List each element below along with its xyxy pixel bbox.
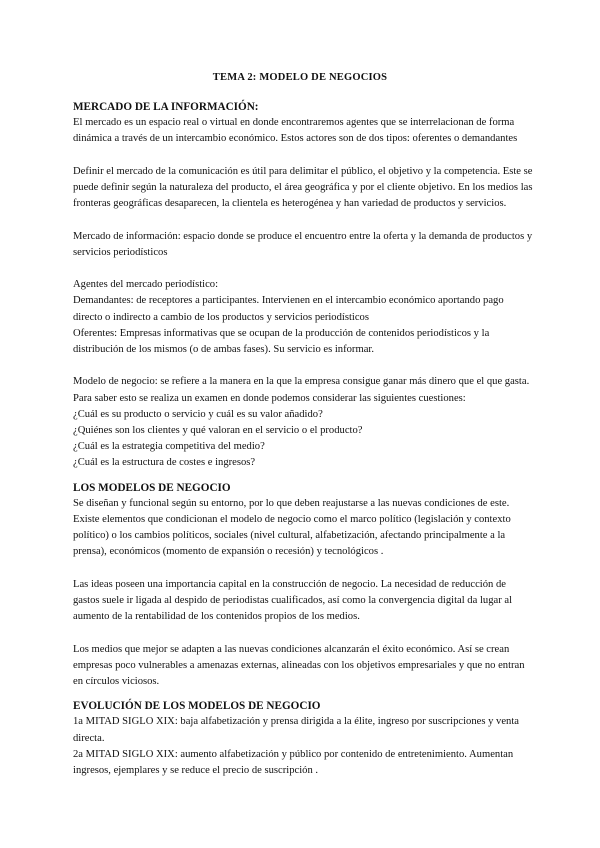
question-item: ¿Cuál es su producto o servicio y cuál es su valor añadido? — [73, 408, 323, 420]
paragraph-mercado-comunicacion: Definir el mercado de la comunicación es útil para delimitar el público, el objetivo y la competencia. Este se puede definir según la naturaleza del producto, el área geográfica y por el cliente objetivo. En los medios las fronteras geográficas desaparecen, la clientela es heterogénea y han variedad de productos y servicios. — [73, 165, 533, 210]
section-heading-mercado: MERCADO DE LA INFORMACIÓN: — [73, 101, 259, 113]
question-item: ¿Cuál es la estrategia competitiva del medio? — [73, 441, 265, 453]
section-heading-evolucion: EVOLUCIÓN DE LOS MODELOS DE NEGOCIO — [73, 700, 321, 713]
spacer — [73, 261, 533, 277]
paragraph-modelo-negocio: Modelo de negocio: se refiere a la manera en la que la empresa consigue ganar más dinero que el que gasta. — [73, 376, 530, 388]
spacer — [73, 148, 533, 164]
spacer — [73, 561, 533, 577]
paragraph-mercado-informacion: Mercado de información: espacio donde se produce el encuentro entre la oferta y la demanda de productos y servicios periodísticos — [73, 230, 533, 258]
question-item: ¿Cuál es la estructura de costes e ingresos? — [73, 457, 256, 469]
paragraph-modelos-entorno: Se diseñan y funcional según su entorno, por lo que deben reajustarse a las nuevas condiciones de este. Existe elementos que condicionan el modelo de negocio como el marco político (legislación y contexto político) o los cambios políticos, sociales (nivel cultural, alfabetización, afectando principalmente a la prensa), económicos (momento de expansión o recesión) y tecnológicos . — [73, 497, 511, 558]
spacer — [73, 472, 533, 480]
paragraph-examen-intro: Para saber esto se realiza un examen en donde podemos considerar las siguientes cuestiones: — [73, 392, 466, 404]
spacer — [73, 690, 533, 698]
spacer — [73, 212, 533, 228]
evolution-item-second-half: 2a MITAD SIGLO XIX: aumento alfabetización y público por contenido de entretenimiento. Aumentan ingresos, ejemplares y se reduce el precio de suscripción . — [73, 748, 514, 777]
spacer — [73, 358, 533, 374]
document-body — [73, 99, 533, 779]
page-title: TEMA 2: MODELO DE NEGOCIOS — [212, 72, 388, 83]
evolution-item-first-half: 1a MITAD SIGLO XIX: baja alfabetización y prensa dirigida a la élite, ingreso por suscripciones y venta directa. — [73, 716, 520, 744]
agents-title: Agentes del mercado periodístico: — [73, 279, 219, 291]
section-heading-modelos: LOS MODELOS DE NEGOCIO — [73, 481, 231, 494]
paragraph-modelos-ideas: Las ideas poseen una importancia capital en la construcción de negocio. La necesidad de reducción de gastos suele ir ligada al despido de periodistas cualificados, así como la convergencia digital da lugar al aumento de la rentabilidad de los contenidos propios de los medios. — [73, 578, 513, 623]
question-item: ¿Quiénes son los clientes y qué valoran en el servicio o el producto? — [73, 425, 363, 436]
paragraph-modelos-medios: Los medios que mejor se adapten a las nuevas condiciones alcanzarán el éxito económico. Así se crean empresas poco vulnerables a amenazas externas, alineadas con los objetivos empresariales y que no entran en círculos viciosos. — [73, 643, 525, 688]
agents-oferentes: Oferentes: Empresas informativas que se ocupan de la producción de contenidos periodísticos y la distribución de los mismos (o de ambas fases). Su servicio es informar. — [73, 327, 490, 355]
spacer — [73, 625, 533, 641]
agents-demandantes: Demandantes: de receptores a participantes. Intervienen en el intercambio económico aportando pago directo o indirecto a cambio de los productos y servicios periodísticos — [73, 295, 504, 323]
paragraph-mercado-definition: El mercado es un espacio real o virtual en donde encontraremos agentes que se interrelacionan de forma dinámica a través de un intercambio económico. Estos actores son de dos tipos: oferentes o demandantes — [73, 117, 518, 145]
